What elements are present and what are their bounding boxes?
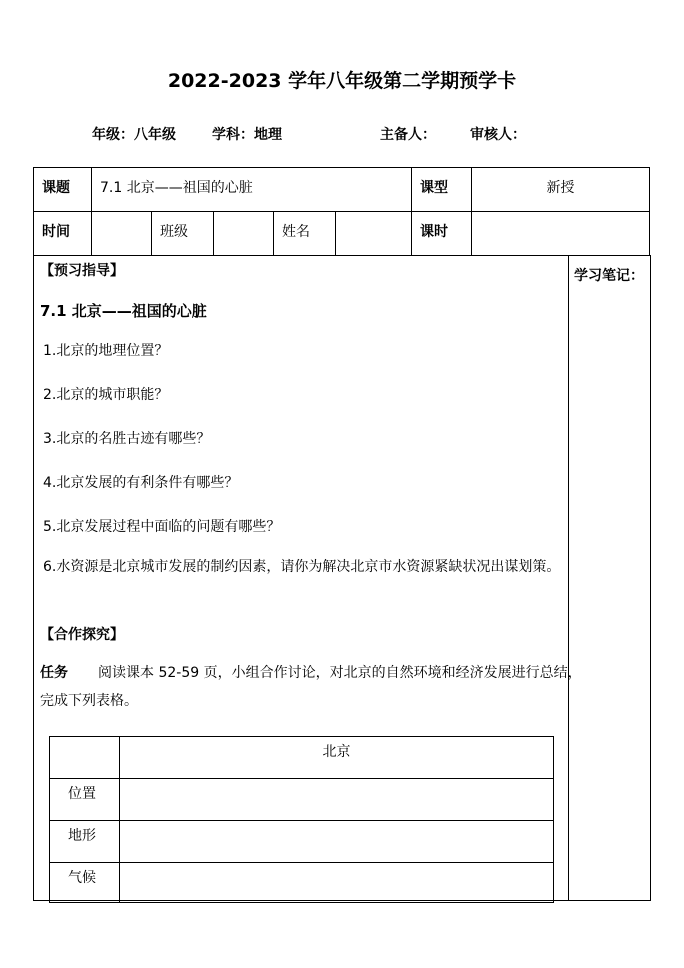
notes-divider: [568, 255, 569, 901]
name-label: 姓名: [274, 212, 336, 256]
row-label-terrain: 地形: [50, 821, 120, 863]
cell-terrain[interactable]: [120, 821, 554, 863]
subject-field: 学科：地理: [212, 127, 282, 143]
task-text-line2: 完成下列表格。: [40, 693, 138, 709]
header-table: [33, 167, 650, 256]
row-label-climate: 气候: [50, 863, 120, 903]
cell-climate[interactable]: [120, 863, 554, 903]
type-value: 新授: [472, 168, 650, 212]
page-title: 2022-2023 学年八年级第二学期预学卡: [167, 70, 517, 92]
coop-heading: 【合作探究】: [40, 627, 124, 643]
lesson-label: 课题: [34, 168, 92, 212]
question-1: 1.北京的地理位置？: [43, 343, 169, 359]
question-6: 6.水资源是北京城市发展的制约因素，请你为解决北京市水资源紧缺状况出谋划策。: [43, 559, 561, 575]
period-value[interactable]: [472, 212, 650, 256]
task-label: 任务: [40, 665, 68, 681]
cell-location[interactable]: [120, 779, 554, 821]
name-value[interactable]: [336, 212, 412, 256]
column-header-beijing: 北京: [120, 737, 554, 779]
time-label: 时间: [34, 212, 92, 256]
grade-field: 年级：八年级: [92, 127, 176, 143]
section-title: 7.1 北京——祖国的心脏: [40, 302, 207, 320]
type-label: 课型: [412, 168, 472, 212]
guide-heading: 【预习指导】: [40, 263, 124, 279]
time-value[interactable]: [92, 212, 152, 256]
task-text-line1: 阅读课本 52-59 页，小组合作讨论，对北京的自然环境和经济发展进行总结，: [98, 665, 582, 681]
summary-table: [49, 736, 554, 903]
class-value[interactable]: [214, 212, 274, 256]
period-label: 课时: [412, 212, 472, 256]
class-label: 班级: [152, 212, 214, 256]
question-2: 2.北京的城市职能？: [43, 387, 169, 403]
question-5: 5.北京发展过程中面临的问题有哪些？: [43, 519, 281, 535]
question-3: 3.北京的名胜古迹有哪些？: [43, 431, 211, 447]
question-4: 4.北京发展的有利条件有哪些？: [43, 475, 239, 491]
corner-cell: [50, 737, 120, 779]
reviewer-field: 审核人：: [470, 127, 526, 143]
lesson-value: 7.1 北京——祖国的心脏: [92, 168, 412, 212]
notes-label: 学习笔记：: [574, 268, 644, 284]
row-label-location: 位置: [50, 779, 120, 821]
preparer-field: 主备人：: [380, 127, 436, 143]
